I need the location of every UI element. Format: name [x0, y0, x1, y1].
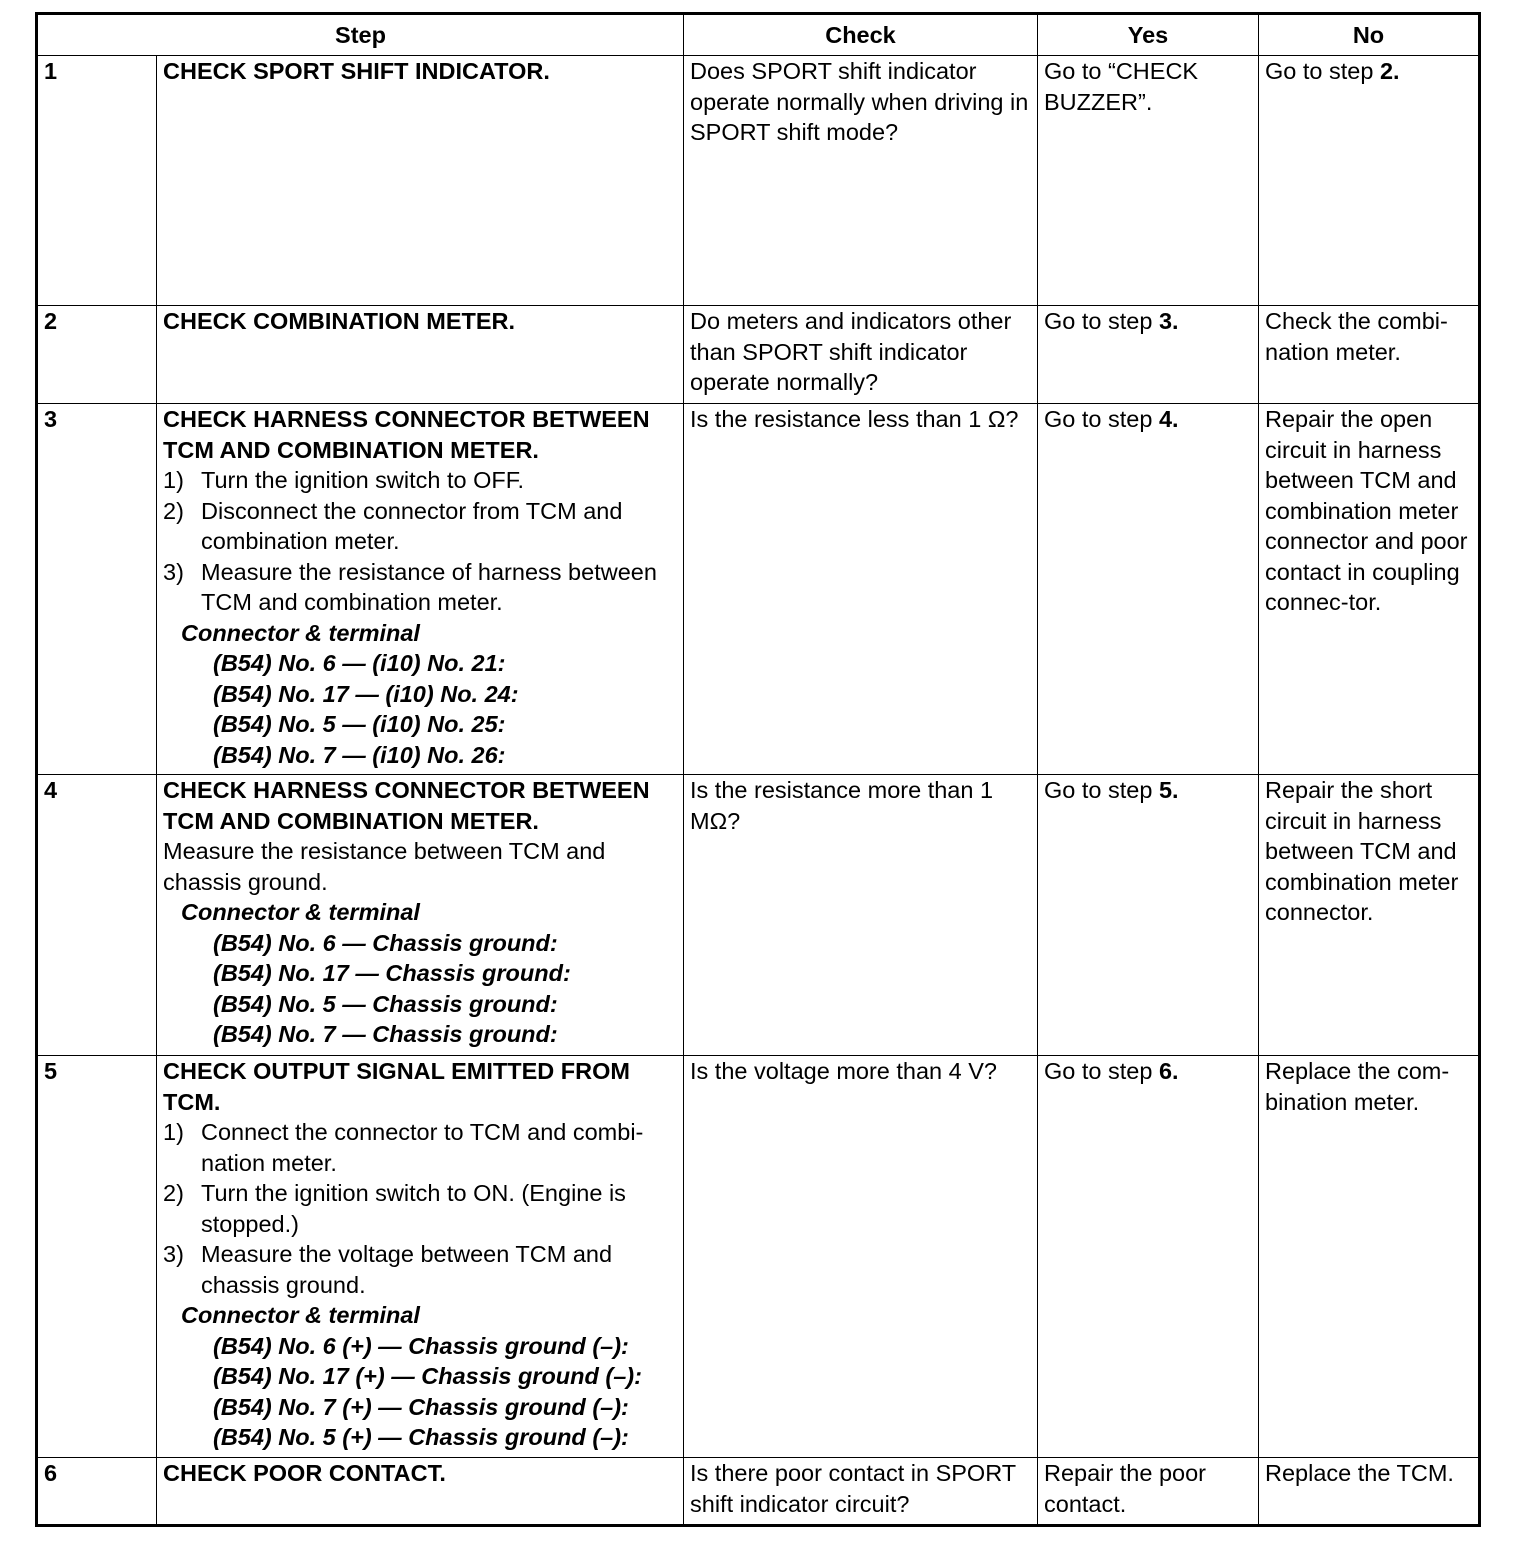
table-row — [37, 1056, 1480, 1458]
yes-action: Repair the poor contact. — [1038, 1458, 1259, 1526]
yes-action — [1038, 1056, 1259, 1458]
step-number: 1 — [37, 56, 157, 306]
check-question: Is the voltage more than 4 V? — [684, 1056, 1038, 1458]
step-number: 5 — [37, 1056, 157, 1458]
no-action: Replace the TCM. — [1259, 1458, 1480, 1526]
step-title: CHECK OUTPUT SIGNAL EMITTED FROM TCM. — [163, 1058, 630, 1115]
step-content — [157, 56, 684, 306]
item-number: 1) — [163, 1119, 184, 1145]
yes-action — [1038, 306, 1259, 404]
step-number: 4 — [37, 775, 157, 1056]
no-action: Repair the open circuit in harness between TCM and combination meter connector and poor contact in coupling connec-tor. — [1259, 404, 1480, 775]
check-question: Is the resistance more than 1 MΩ? — [684, 775, 1038, 1056]
table-row — [37, 775, 1480, 1056]
connector-terminal-label: Connector & terminal — [181, 1302, 420, 1328]
terminal-spec: (B54) No. 17 — (i10) No. 24: — [213, 680, 519, 707]
no-action: Repair the short circuit in harness between TCM and combination meter connector. — [1259, 775, 1480, 1056]
no-action — [1259, 56, 1480, 306]
procedure-list — [163, 465, 677, 618]
step-title: CHECK POOR CONTACT. — [163, 1460, 446, 1486]
terminal-spec: (B54) No. 7 — (i10) No. 26: — [213, 741, 506, 768]
check-question: Does SPORT shift indicator operate normally when driving in SPORT shift mode? — [684, 56, 1038, 306]
item-number: 2) — [163, 497, 184, 524]
no-action: Check the combi-nation meter. — [1259, 306, 1480, 404]
terminal-spec: (B54) No. 5 (+) — Chassis ground (–): — [213, 1424, 629, 1450]
step-number: 3 — [37, 404, 157, 775]
list-item — [163, 465, 677, 496]
table-row — [37, 1458, 1480, 1526]
item-text: Disconnect the connector from TCM and combination meter. — [201, 497, 623, 554]
yes-action-text: Go to step — [1044, 777, 1159, 803]
list-item — [163, 1239, 677, 1300]
terminal-spec: (B54) No. 7 — Chassis ground: — [213, 1021, 558, 1047]
table-row — [37, 306, 1480, 404]
header-check: Check — [684, 14, 1038, 56]
header-row — [37, 14, 1480, 56]
terminal-spec: (B54) No. 6 — Chassis ground: — [213, 929, 558, 956]
item-text: Connect the connector to TCM and combi-nation meter. — [201, 1119, 644, 1176]
item-number: 1) — [163, 467, 184, 493]
list-item — [163, 1117, 677, 1178]
terminal-spec: (B54) No. 7 (+) — Chassis ground (–): — [213, 1393, 629, 1420]
yes-action-step: 5. — [1158, 777, 1179, 803]
check-question: Do meters and indicators other than SPORT shift indicator operate normally? — [684, 306, 1038, 404]
item-number: 3) — [163, 558, 184, 585]
step-title: CHECK COMBINATION METER. — [163, 308, 516, 334]
yes-action-text: Go to step — [1044, 308, 1159, 334]
step-number: 2 — [37, 306, 157, 404]
table-row — [37, 56, 1480, 306]
step-content — [157, 1458, 684, 1526]
terminal-spec: (B54) No. 17 — Chassis ground: — [213, 960, 571, 986]
terminal-spec: (B54) No. 5 — Chassis ground: — [213, 990, 558, 1017]
item-text: Measure the resistance of harness between TCM and combination meter. — [201, 558, 657, 615]
check-question: Is there poor contact in SPORT shift indicator circuit? — [684, 1458, 1038, 1526]
terminal-spec: (B54) No. 17 (+) — Chassis ground (–): — [213, 1363, 642, 1389]
yes-action-step: 6. — [1158, 1058, 1179, 1084]
step-content — [157, 306, 684, 404]
step-body: Measure the resistance between TCM and chassis ground. — [163, 838, 606, 895]
step-content — [157, 1056, 684, 1458]
item-text: Turn the ignition switch to ON. (Engine is stopped.) — [201, 1180, 626, 1237]
item-text: Turn the ignition switch to OFF. — [201, 467, 525, 493]
step-title: CHECK HARNESS CONNECTOR BETWEEN TCM AND COMBINATION METER. — [163, 777, 650, 834]
yes-action-step: 4. — [1158, 406, 1179, 432]
diagnosis-table — [35, 12, 1481, 1527]
terminal-spec: (B54) No. 6 — (i10) No. 21: — [213, 650, 506, 676]
yes-action-step: 3. — [1158, 308, 1179, 334]
step-content — [157, 775, 684, 1056]
step-number: 6 — [37, 1458, 157, 1526]
list-item — [163, 496, 677, 557]
connector-terminal-label: Connector & terminal — [181, 899, 420, 925]
connector-terminal-label: Connector & terminal — [181, 619, 420, 646]
no-action: Replace the com-bination meter. — [1259, 1056, 1480, 1458]
step-title: CHECK SPORT SHIFT INDICATOR. — [163, 58, 550, 84]
terminal-spec: (B54) No. 6 (+) — Chassis ground (–): — [213, 1332, 629, 1359]
table-row — [37, 404, 1480, 775]
header-step: Step — [37, 14, 684, 56]
check-question: Is the resistance less than 1 Ω? — [684, 404, 1038, 775]
yes-action-text: Go to step — [1044, 1058, 1159, 1084]
item-text: Measure the voltage between TCM and chassis ground. — [201, 1241, 613, 1298]
step-title: CHECK HARNESS CONNECTOR BETWEEN TCM AND COMBINATION METER. — [163, 406, 650, 463]
terminal-spec: (B54) No. 5 — (i10) No. 25: — [213, 711, 506, 737]
procedure-list — [163, 1117, 677, 1300]
yes-action — [1038, 775, 1259, 1056]
item-number: 3) — [163, 1241, 184, 1267]
no-action-text: Go to step — [1265, 58, 1380, 84]
yes-action-text: Go to step — [1044, 406, 1159, 432]
step-content — [157, 404, 684, 775]
yes-action — [1038, 404, 1259, 775]
list-item — [163, 1178, 677, 1239]
list-item — [163, 557, 677, 618]
item-number: 2) — [163, 1180, 184, 1206]
no-action-step: 2. — [1379, 58, 1400, 84]
yes-action: Go to “CHECK BUZZER”. — [1038, 56, 1259, 306]
header-yes: Yes — [1038, 14, 1259, 56]
header-no: No — [1259, 14, 1480, 56]
